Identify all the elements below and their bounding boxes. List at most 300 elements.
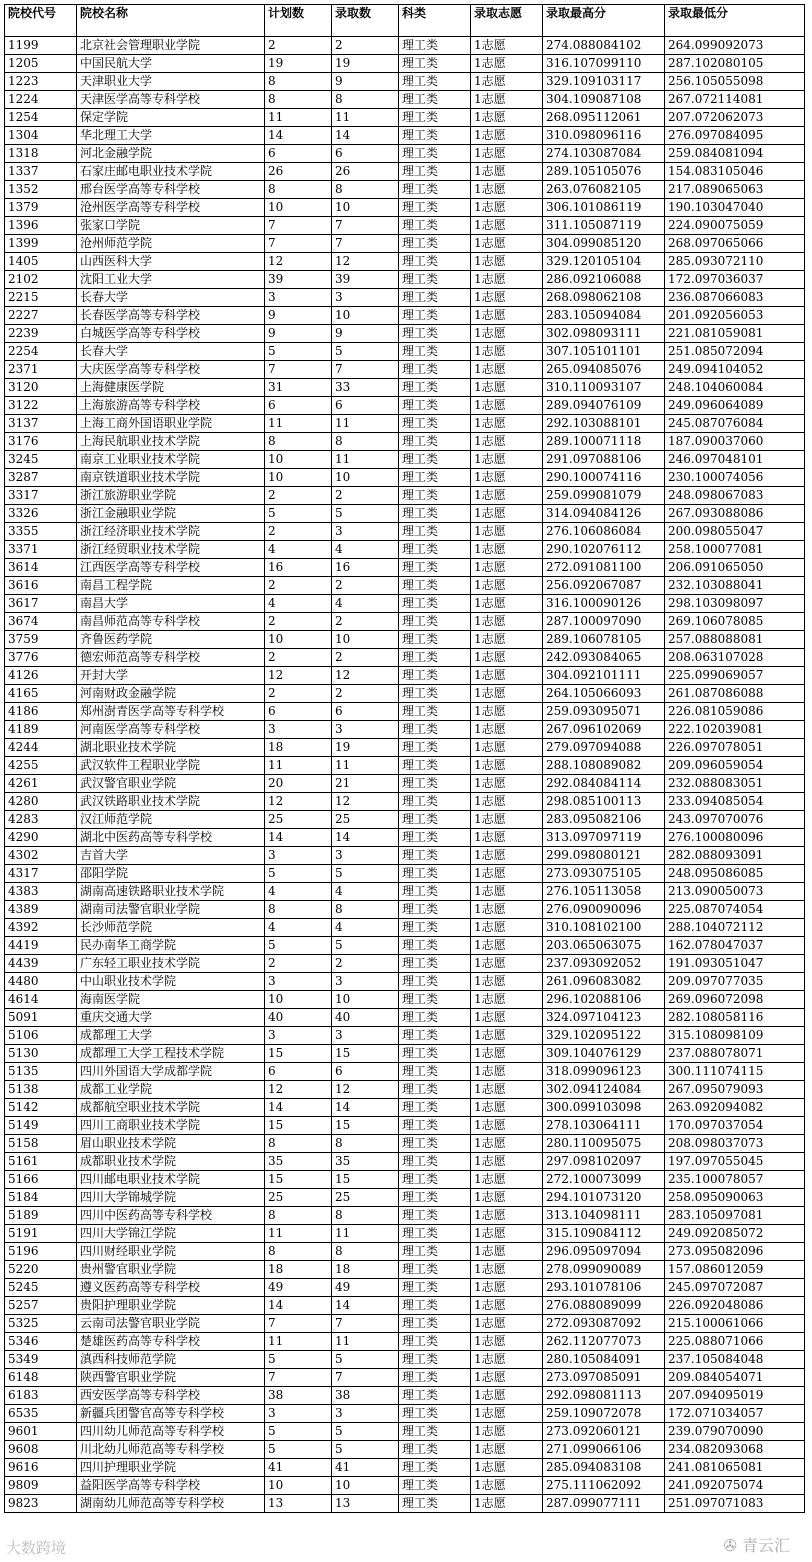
- cell-preference: 1志愿: [471, 1261, 543, 1279]
- cell-school-code: 4614: [5, 991, 77, 1009]
- cell-school-name: 北京社会管理职业学院: [77, 37, 265, 55]
- table-row: [5, 271, 805, 289]
- cell-school-code: 3617: [5, 595, 77, 613]
- cell-subject: 理工类: [399, 1243, 471, 1261]
- cell-school-name: 广东轻工职业技术学院: [77, 955, 265, 973]
- cell-admit-count: 5: [332, 1423, 399, 1441]
- cell-min-score: 267.095079093: [665, 1081, 805, 1099]
- cell-school-code: 5166: [5, 1171, 77, 1189]
- cell-admit-count: 11: [332, 757, 399, 775]
- cell-subject: 理工类: [399, 397, 471, 415]
- table-row: [5, 1081, 805, 1099]
- cell-max-score: 256.092067087: [543, 577, 665, 595]
- cell-admit-count: 39: [332, 271, 399, 289]
- table-row: [5, 469, 805, 487]
- cell-admit-count: 8: [332, 91, 399, 109]
- cell-min-score: 215.100061066: [665, 1315, 805, 1333]
- cell-max-score: 280.105084091: [543, 1351, 665, 1369]
- cell-school-name: 长春大学: [77, 343, 265, 361]
- table-row: [5, 73, 805, 91]
- cell-subject: 理工类: [399, 739, 471, 757]
- cell-school-name: 遵义医药高等专科学校: [77, 1279, 265, 1297]
- cell-plan-count: 14: [265, 127, 332, 145]
- cell-preference: 1志愿: [471, 325, 543, 343]
- cell-preference: 1志愿: [471, 1045, 543, 1063]
- cell-max-score: 289.106078105: [543, 631, 665, 649]
- cell-preference: 1志愿: [471, 721, 543, 739]
- table-row: [5, 811, 805, 829]
- cell-plan-count: 4: [265, 883, 332, 901]
- cell-preference: 1志愿: [471, 793, 543, 811]
- table-row: [5, 631, 805, 649]
- table-row: [5, 505, 805, 523]
- cell-school-code: 4480: [5, 973, 77, 991]
- cell-subject: 理工类: [399, 325, 471, 343]
- cell-school-name: 中国民航大学: [77, 55, 265, 73]
- cell-min-score: 257.088088081: [665, 631, 805, 649]
- cell-min-score: 232.103088041: [665, 577, 805, 595]
- cell-subject: 理工类: [399, 577, 471, 595]
- table-row: [5, 757, 805, 775]
- cell-min-score: 249.096064089: [665, 397, 805, 415]
- cell-preference: 1志愿: [471, 433, 543, 451]
- cell-school-code: 5191: [5, 1225, 77, 1243]
- cell-admit-count: 19: [332, 739, 399, 757]
- cell-school-name: 浙江旅游职业学院: [77, 487, 265, 505]
- cell-subject: 理工类: [399, 847, 471, 865]
- cell-preference: 1志愿: [471, 1405, 543, 1423]
- cell-plan-count: 7: [265, 235, 332, 253]
- cell-admit-count: 25: [332, 1189, 399, 1207]
- cell-school-code: 5158: [5, 1135, 77, 1153]
- cell-subject: 理工类: [399, 127, 471, 145]
- table-row: [5, 577, 805, 595]
- cell-school-code: 4280: [5, 793, 77, 811]
- cell-admit-count: 10: [332, 307, 399, 325]
- cell-plan-count: 9: [265, 325, 332, 343]
- cell-plan-count: 31: [265, 379, 332, 397]
- cell-plan-count: 26: [265, 163, 332, 181]
- cell-subject: 理工类: [399, 865, 471, 883]
- cell-subject: 理工类: [399, 253, 471, 271]
- cell-school-name: 南昌工程学院: [77, 577, 265, 595]
- cell-subject: 理工类: [399, 1495, 471, 1513]
- cell-plan-count: 8: [265, 1243, 332, 1261]
- cell-subject: 理工类: [399, 757, 471, 775]
- cell-school-code: 1205: [5, 55, 77, 73]
- cell-max-score: 288.108089082: [543, 757, 665, 775]
- cell-school-code: 3371: [5, 541, 77, 559]
- cell-plan-count: 8: [265, 1207, 332, 1225]
- cell-preference: 1志愿: [471, 847, 543, 865]
- cell-admit-count: 4: [332, 595, 399, 613]
- cell-min-score: 248.104060084: [665, 379, 805, 397]
- cell-school-name: 海南医学院: [77, 991, 265, 1009]
- cell-school-name: 白城医学高等专科学校: [77, 325, 265, 343]
- table-row: [5, 487, 805, 505]
- cell-admit-count: 15: [332, 1117, 399, 1135]
- cell-min-score: 241.092075074: [665, 1477, 805, 1495]
- cell-min-score: 187.090037060: [665, 433, 805, 451]
- cell-min-score: 226.081059086: [665, 703, 805, 721]
- cell-school-code: 5196: [5, 1243, 77, 1261]
- cell-min-score: 276.100080096: [665, 829, 805, 847]
- header-row: [5, 5, 805, 37]
- cell-admit-count: 6: [332, 145, 399, 163]
- cell-plan-count: 2: [265, 955, 332, 973]
- table-row: [5, 559, 805, 577]
- table-row: [5, 1243, 805, 1261]
- cell-school-code: 5220: [5, 1261, 77, 1279]
- cell-school-code: 6535: [5, 1405, 77, 1423]
- cell-school-code: 5149: [5, 1117, 77, 1135]
- table-row: [5, 253, 805, 271]
- cell-admit-count: 6: [332, 397, 399, 415]
- cell-school-code: 2254: [5, 343, 77, 361]
- cell-max-score: 313.104098111: [543, 1207, 665, 1225]
- cell-admit-count: 2: [332, 577, 399, 595]
- cell-school-name: 长沙师范学院: [77, 919, 265, 937]
- table-row: [5, 937, 805, 955]
- cell-preference: 1志愿: [471, 667, 543, 685]
- table-row: [5, 1009, 805, 1027]
- cell-admit-count: 11: [332, 451, 399, 469]
- cell-preference: 1志愿: [471, 829, 543, 847]
- cell-school-name: 益阳医学高等专科学校: [77, 1477, 265, 1495]
- cell-max-score: 276.105113058: [543, 883, 665, 901]
- cell-admit-count: 11: [332, 415, 399, 433]
- cell-plan-count: 3: [265, 289, 332, 307]
- cell-max-score: 300.099103098: [543, 1099, 665, 1117]
- cell-admit-count: 6: [332, 703, 399, 721]
- cell-school-name: 武汉警官职业学院: [77, 775, 265, 793]
- cell-plan-count: 11: [265, 1225, 332, 1243]
- cell-min-score: 230.100074056: [665, 469, 805, 487]
- cell-preference: 1志愿: [471, 1351, 543, 1369]
- cell-subject: 理工类: [399, 235, 471, 253]
- cell-school-name: 邵阳学院: [77, 865, 265, 883]
- cell-subject: 理工类: [399, 541, 471, 559]
- cell-admit-count: 10: [332, 469, 399, 487]
- cell-preference: 1志愿: [471, 235, 543, 253]
- cell-max-score: 263.076082105: [543, 181, 665, 199]
- cell-preference: 1志愿: [471, 37, 543, 55]
- cell-max-score: 283.105094084: [543, 307, 665, 325]
- cell-plan-count: 6: [265, 145, 332, 163]
- cell-plan-count: 11: [265, 415, 332, 433]
- cell-max-score: 324.097104123: [543, 1009, 665, 1027]
- table-row: [5, 163, 805, 181]
- cell-school-code: 3122: [5, 397, 77, 415]
- table-row: [5, 829, 805, 847]
- cell-min-score: 269.106078085: [665, 613, 805, 631]
- cell-preference: 1志愿: [471, 1495, 543, 1513]
- cell-school-name: 四川大学锦江学院: [77, 1225, 265, 1243]
- cell-subject: 理工类: [399, 1027, 471, 1045]
- cell-school-code: 1223: [5, 73, 77, 91]
- cell-school-code: 3614: [5, 559, 77, 577]
- cell-school-name: 浙江经济职业技术学院: [77, 523, 265, 541]
- cell-max-score: 310.108102100: [543, 919, 665, 937]
- cell-school-code: 4290: [5, 829, 77, 847]
- cell-preference: 1志愿: [471, 1099, 543, 1117]
- cell-max-score: 313.097097119: [543, 829, 665, 847]
- cell-min-score: 207.094095019: [665, 1387, 805, 1405]
- cell-school-code: 4283: [5, 811, 77, 829]
- cell-max-score: 286.092106088: [543, 271, 665, 289]
- table-row: [5, 1297, 805, 1315]
- cell-school-name: 德宏师范高等专科学校: [77, 649, 265, 667]
- cell-plan-count: 8: [265, 91, 332, 109]
- table-row: [5, 397, 805, 415]
- cell-school-code: 4317: [5, 865, 77, 883]
- cell-plan-count: 10: [265, 451, 332, 469]
- cell-max-score: 316.100090126: [543, 595, 665, 613]
- cell-subject: 理工类: [399, 1477, 471, 1495]
- cell-admit-count: 9: [332, 325, 399, 343]
- cell-school-code: 5325: [5, 1315, 77, 1333]
- cell-school-code: 4186: [5, 703, 77, 721]
- cell-preference: 1志愿: [471, 217, 543, 235]
- watermark-left: [6, 1537, 66, 1558]
- cell-max-score: 315.109084112: [543, 1225, 665, 1243]
- cell-school-code: 5130: [5, 1045, 77, 1063]
- cell-school-name: 四川外国语大学成都学院: [77, 1063, 265, 1081]
- table-row: [5, 523, 805, 541]
- cell-plan-count: 38: [265, 1387, 332, 1405]
- cell-plan-count: 5: [265, 343, 332, 361]
- cell-max-score: 271.099066106: [543, 1441, 665, 1459]
- cell-admit-count: 4: [332, 919, 399, 937]
- cell-school-name: 贵阳护理职业学院: [77, 1297, 265, 1315]
- cell-admit-count: 6: [332, 1063, 399, 1081]
- cell-min-score: 170.097037054: [665, 1117, 805, 1135]
- cell-admit-count: 4: [332, 883, 399, 901]
- cell-school-code: 5106: [5, 1027, 77, 1045]
- cell-plan-count: 7: [265, 217, 332, 235]
- cell-preference: 1志愿: [471, 145, 543, 163]
- cell-subject: 理工类: [399, 685, 471, 703]
- table-row: [5, 1351, 805, 1369]
- cell-max-score: 294.101073120: [543, 1189, 665, 1207]
- cell-preference: 1志愿: [471, 469, 543, 487]
- cell-admit-count: 15: [332, 1045, 399, 1063]
- cell-max-score: 262.112077073: [543, 1333, 665, 1351]
- cell-max-score: 310.110093107: [543, 379, 665, 397]
- table-row: [5, 1315, 805, 1333]
- cell-admit-count: 25: [332, 811, 399, 829]
- cell-admit-count: 14: [332, 127, 399, 145]
- cell-plan-count: 2: [265, 613, 332, 631]
- cell-min-score: 207.072062073: [665, 109, 805, 127]
- cell-admit-count: 7: [332, 235, 399, 253]
- cell-preference: 1志愿: [471, 1063, 543, 1081]
- cell-preference: 1志愿: [471, 307, 543, 325]
- cell-school-code: 9601: [5, 1423, 77, 1441]
- cell-min-score: 298.103098097: [665, 595, 805, 613]
- cell-min-score: 248.095086085: [665, 865, 805, 883]
- cell-max-score: 278.103064111: [543, 1117, 665, 1135]
- cell-max-score: 292.084084114: [543, 775, 665, 793]
- cell-preference: 1志愿: [471, 1171, 543, 1189]
- cell-school-name: 重庆交通大学: [77, 1009, 265, 1027]
- cell-min-score: 191.093051047: [665, 955, 805, 973]
- cell-max-score: 287.100097090: [543, 613, 665, 631]
- cell-school-name: 沧州医学高等专科学校: [77, 199, 265, 217]
- cell-preference: 1志愿: [471, 415, 543, 433]
- cell-subject: 理工类: [399, 631, 471, 649]
- cell-subject: 理工类: [399, 1207, 471, 1225]
- cell-admit-count: 38: [332, 1387, 399, 1405]
- cell-admit-count: 10: [332, 991, 399, 1009]
- cell-school-code: 6148: [5, 1369, 77, 1387]
- cell-admit-count: 14: [332, 1297, 399, 1315]
- cell-admit-count: 11: [332, 1333, 399, 1351]
- table-row: [5, 1405, 805, 1423]
- cell-subject: 理工类: [399, 1153, 471, 1171]
- cell-school-code: 5138: [5, 1081, 77, 1099]
- table-row: [5, 1027, 805, 1045]
- cell-school-code: 4419: [5, 937, 77, 955]
- cell-plan-count: 12: [265, 667, 332, 685]
- cell-admit-count: 12: [332, 793, 399, 811]
- cell-max-score: 274.088084102: [543, 37, 665, 55]
- cell-preference: 1志愿: [471, 361, 543, 379]
- cell-plan-count: 2: [265, 523, 332, 541]
- cell-max-score: 276.088089099: [543, 1297, 665, 1315]
- cell-plan-count: 18: [265, 739, 332, 757]
- cell-min-score: 287.102080105: [665, 55, 805, 73]
- cell-subject: 理工类: [399, 109, 471, 127]
- cell-school-code: 3245: [5, 451, 77, 469]
- cell-plan-count: 8: [265, 1135, 332, 1153]
- cell-school-name: 上海工商外国语职业学院: [77, 415, 265, 433]
- cell-admit-count: 33: [332, 379, 399, 397]
- cell-subject: 理工类: [399, 1117, 471, 1135]
- cell-school-name: 四川财经职业学院: [77, 1243, 265, 1261]
- table-row: [5, 703, 805, 721]
- cell-admit-count: 8: [332, 433, 399, 451]
- cell-subject: 理工类: [399, 433, 471, 451]
- cell-school-name: 张家口学院: [77, 217, 265, 235]
- cell-subject: 理工类: [399, 703, 471, 721]
- cell-school-name: 吉首大学: [77, 847, 265, 865]
- cell-min-score: 225.088071066: [665, 1333, 805, 1351]
- cell-admit-count: 26: [332, 163, 399, 181]
- cell-admit-count: 15: [332, 1171, 399, 1189]
- table-row: [5, 55, 805, 73]
- cell-school-code: 4165: [5, 685, 77, 703]
- cell-subject: 理工类: [399, 379, 471, 397]
- cell-preference: 1志愿: [471, 109, 543, 127]
- cell-admit-count: 8: [332, 1243, 399, 1261]
- cell-school-name: 上海旅游高等专科学校: [77, 397, 265, 415]
- cell-max-score: 318.099096123: [543, 1063, 665, 1081]
- cell-school-code: 1405: [5, 253, 77, 271]
- cell-max-score: 287.099077111: [543, 1495, 665, 1513]
- cell-admit-count: 7: [332, 1369, 399, 1387]
- cell-subject: 理工类: [399, 307, 471, 325]
- cell-preference: 1志愿: [471, 1153, 543, 1171]
- cell-preference: 1志愿: [471, 1477, 543, 1495]
- cell-school-code: 2239: [5, 325, 77, 343]
- cell-admit-count: 4: [332, 541, 399, 559]
- cell-subject: 理工类: [399, 1441, 471, 1459]
- cell-max-score: 316.107099110: [543, 55, 665, 73]
- cell-school-name: 川北幼儿师范高等专科学校: [77, 1441, 265, 1459]
- cell-max-score: 273.093075105: [543, 865, 665, 883]
- cell-min-score: 234.082093068: [665, 1441, 805, 1459]
- cell-preference: 1志愿: [471, 901, 543, 919]
- table-row: [5, 955, 805, 973]
- cell-plan-count: 25: [265, 1189, 332, 1207]
- cell-subject: 理工类: [399, 181, 471, 199]
- cell-admit-count: 2: [332, 649, 399, 667]
- cell-admit-count: 3: [332, 973, 399, 991]
- table-row: [5, 1117, 805, 1135]
- cell-school-code: 6183: [5, 1387, 77, 1405]
- cell-min-score: 197.097055045: [665, 1153, 805, 1171]
- table-row: [5, 685, 805, 703]
- cell-school-name: 保定学院: [77, 109, 265, 127]
- cell-min-score: 237.105084048: [665, 1351, 805, 1369]
- header-max-score: 录取最高分: [543, 5, 665, 37]
- cell-school-name: 浙江金融职业学院: [77, 505, 265, 523]
- cell-admit-count: 3: [332, 1405, 399, 1423]
- cell-min-score: 251.097071083: [665, 1495, 805, 1513]
- cell-plan-count: 3: [265, 847, 332, 865]
- table-row: [5, 1477, 805, 1495]
- table-row: [5, 1495, 805, 1513]
- cell-max-score: 290.100074116: [543, 469, 665, 487]
- cell-plan-count: 10: [265, 199, 332, 217]
- cell-max-score: 274.103087084: [543, 145, 665, 163]
- cell-plan-count: 6: [265, 397, 332, 415]
- cell-school-code: 3759: [5, 631, 77, 649]
- cell-subject: 理工类: [399, 775, 471, 793]
- cell-min-score: 241.081065081: [665, 1459, 805, 1477]
- cell-max-score: 329.120105104: [543, 253, 665, 271]
- cell-plan-count: 4: [265, 595, 332, 613]
- cell-school-code: 3674: [5, 613, 77, 631]
- cell-subject: 理工类: [399, 901, 471, 919]
- cell-min-score: 209.084054071: [665, 1369, 805, 1387]
- cell-admit-count: 10: [332, 631, 399, 649]
- cell-preference: 1志愿: [471, 55, 543, 73]
- cell-preference: 1志愿: [471, 199, 543, 217]
- cell-school-name: 中山职业技术学院: [77, 973, 265, 991]
- cell-max-score: 289.105105076: [543, 163, 665, 181]
- cell-min-score: 249.092085072: [665, 1225, 805, 1243]
- cell-max-score: 279.097094088: [543, 739, 665, 757]
- cell-subject: 理工类: [399, 1045, 471, 1063]
- cell-min-score: 222.102039081: [665, 721, 805, 739]
- header-preference: 录取志愿: [471, 5, 543, 37]
- cell-school-code: 3317: [5, 487, 77, 505]
- cell-preference: 1志愿: [471, 919, 543, 937]
- cell-plan-count: 14: [265, 829, 332, 847]
- table-row: [5, 1063, 805, 1081]
- cell-preference: 1志愿: [471, 649, 543, 667]
- table-row: [5, 217, 805, 235]
- cell-plan-count: 39: [265, 271, 332, 289]
- cell-min-score: 172.097036037: [665, 271, 805, 289]
- cell-subject: 理工类: [399, 1171, 471, 1189]
- table-row: [5, 901, 805, 919]
- cell-min-score: 251.085072094: [665, 343, 805, 361]
- cell-school-name: 民办南华工商学院: [77, 937, 265, 955]
- cell-max-score: 259.109072078: [543, 1405, 665, 1423]
